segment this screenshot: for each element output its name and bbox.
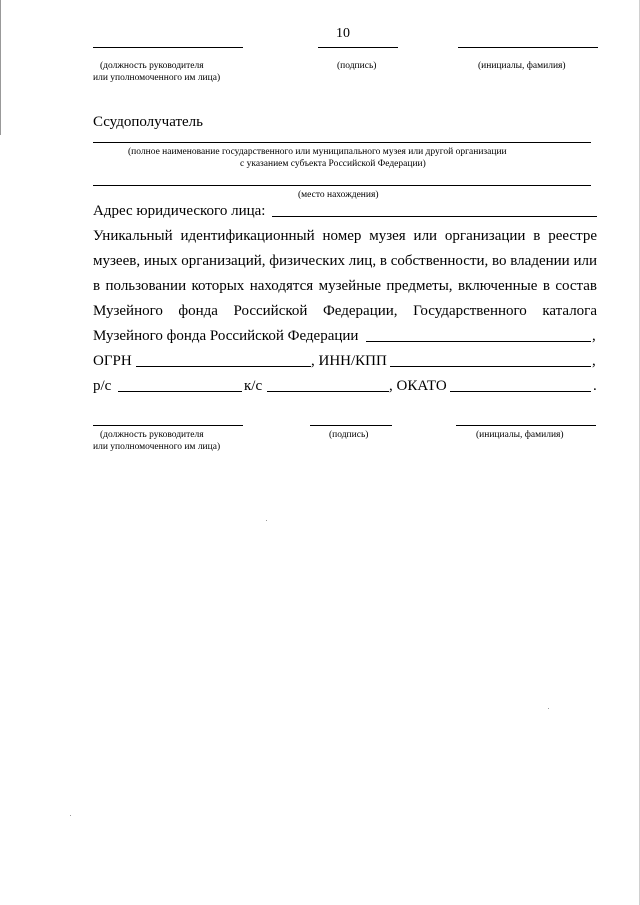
signature-line-2 (310, 425, 392, 426)
inn-kpp-label: , ИНН/КПП (311, 353, 387, 369)
name-line (458, 47, 598, 48)
ks-label: к/с (244, 378, 263, 394)
museum-id-paragraph-line2: музеев, иных организаций, физических лиц, в собственности, во владении или (93, 253, 597, 269)
name-caption: (инициалы, фамилия) (478, 61, 566, 71)
location-caption: (место нахождения) (298, 190, 379, 200)
museum-id-field[interactable] (366, 341, 591, 342)
position-caption-2-line2: или уполномоченного им лица) (93, 442, 221, 452)
catalog-line-comma: , (592, 328, 596, 344)
ogrn-label: ОГРН (93, 353, 132, 369)
inn-kpp-comma: , (592, 353, 596, 369)
ks-field[interactable] (267, 391, 389, 392)
signature-caption-2: (подпись) (329, 430, 369, 440)
okato-field[interactable] (450, 391, 591, 392)
ogrn-field[interactable] (136, 366, 311, 367)
museum-id-paragraph-line3: в пользовании которых находятся музейные предметы, включенные в состав (93, 278, 597, 294)
scan-speck (548, 708, 549, 709)
full-name-line (93, 142, 591, 143)
name-caption-2: (инициалы, фамилия) (476, 430, 564, 440)
position-line-2 (93, 425, 243, 426)
museum-id-paragraph-line4: Музейного фонда Российской Федерации, Государственного каталога (93, 303, 597, 319)
name-line-2 (456, 425, 596, 426)
okato-label: , ОКАТО (389, 378, 447, 394)
scan-speck (70, 815, 71, 816)
position-caption-line1: (должность руководителя (100, 61, 204, 71)
okato-period: . (593, 378, 597, 394)
position-caption-line2: или уполномоченного им лица) (93, 73, 221, 83)
full-name-caption-line1: (полное наименование государственного или муниципального музея или другой организации (128, 147, 507, 157)
signature-caption: (подпись) (337, 61, 377, 71)
borrower-heading: Ссудополучатель (93, 114, 204, 130)
inn-kpp-field[interactable] (390, 366, 591, 367)
full-name-caption-line2: с указанием субъекта Российской Федерации) (240, 159, 426, 169)
position-line (93, 47, 243, 48)
page-number: 10 (336, 26, 350, 41)
rs-label: р/с (93, 378, 112, 394)
legal-address-label: Адрес юридического лица: (93, 203, 266, 219)
position-caption-2-line1: (должность руководителя (100, 430, 204, 440)
catalog-line-label: Музейного фонда Российской Федерации (93, 328, 359, 344)
location-line (93, 185, 591, 186)
scan-edge-left (0, 0, 1, 135)
signature-line (318, 47, 398, 48)
legal-address-field[interactable] (272, 216, 597, 217)
scan-speck (266, 520, 267, 521)
museum-id-paragraph-line1: Уникальный идентификационный номер музея или организации в реестре (93, 228, 597, 244)
rs-field[interactable] (118, 391, 242, 392)
